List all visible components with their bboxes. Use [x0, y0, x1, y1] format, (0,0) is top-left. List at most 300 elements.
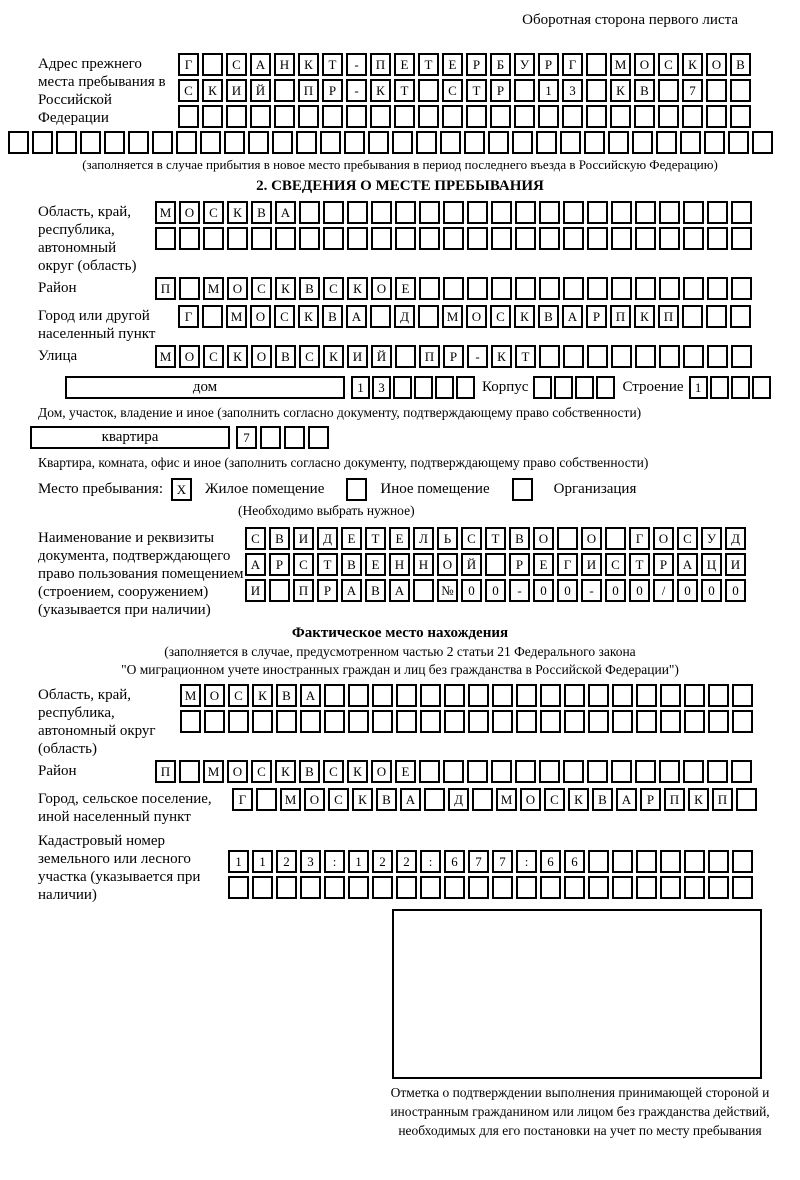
char-box — [684, 684, 705, 707]
cadastral-row-1 — [228, 850, 756, 873]
char-box — [442, 105, 463, 128]
previous-address-row-2 — [178, 79, 754, 102]
char-box: У — [701, 527, 722, 550]
char-box: О — [371, 760, 392, 783]
char-box — [468, 684, 489, 707]
char-box — [684, 876, 705, 899]
char-box — [560, 131, 581, 154]
char-box — [660, 850, 681, 873]
cadastral-block — [0, 830, 800, 904]
char-box — [472, 788, 493, 811]
char-box: 2 — [372, 850, 393, 873]
region-block — [0, 201, 800, 275]
char-box: Ь — [437, 527, 458, 550]
actual-district-block — [0, 760, 800, 786]
char-box: 0 — [605, 579, 626, 602]
char-box — [299, 201, 320, 224]
char-box — [440, 131, 461, 154]
char-box — [395, 201, 416, 224]
char-box — [456, 376, 475, 399]
char-box — [491, 201, 512, 224]
char-box — [420, 710, 441, 733]
char-box — [419, 760, 440, 783]
char-box — [370, 105, 391, 128]
char-box — [8, 131, 29, 154]
char-box — [564, 876, 585, 899]
char-box: Е — [395, 760, 416, 783]
char-box — [371, 227, 392, 250]
char-box: О — [179, 345, 200, 368]
char-box — [612, 684, 633, 707]
document-row-1 — [245, 527, 749, 550]
char-box: В — [299, 277, 320, 300]
char-box: X — [171, 478, 192, 501]
char-box: В — [592, 788, 613, 811]
char-box: О — [227, 277, 248, 300]
char-box — [419, 201, 440, 224]
stay-type-option-residential: Жилое помещение — [205, 481, 325, 497]
char-box — [540, 710, 561, 733]
char-box — [587, 227, 608, 250]
char-box — [370, 305, 391, 328]
char-box: П — [658, 305, 679, 328]
char-box: А — [275, 201, 296, 224]
char-box — [300, 876, 321, 899]
cadastral-label: Кадастровый номер земельного или лесного участка (указывается при наличии) — [38, 833, 201, 903]
char-box — [660, 710, 681, 733]
char-box — [682, 305, 703, 328]
char-box: 3 — [300, 850, 321, 873]
char-box: О — [706, 53, 727, 76]
char-box — [708, 710, 729, 733]
char-box — [605, 527, 626, 550]
char-box: Г — [557, 553, 578, 576]
char-box: М — [280, 788, 301, 811]
previous-address-row-3 — [178, 105, 754, 128]
house-label-box: дом — [65, 376, 345, 399]
char-box: П — [610, 305, 631, 328]
char-box — [322, 105, 343, 128]
char-box: С — [323, 277, 344, 300]
char-box — [656, 131, 677, 154]
char-box: 2 — [396, 850, 417, 873]
char-box: Т — [629, 553, 650, 576]
char-box — [296, 131, 317, 154]
char-box: О — [304, 788, 325, 811]
char-box — [538, 105, 559, 128]
char-box — [250, 105, 271, 128]
char-box: О — [204, 684, 225, 707]
page-side-note: Оборотная сторона первого листа — [522, 12, 738, 28]
char-box — [323, 201, 344, 224]
char-box — [420, 876, 441, 899]
document-label: Наименование и реквизиты документа, подтверждающего право пользования помещением (строением, сооружением) (указывается при наличии) — [38, 530, 244, 618]
char-box — [348, 876, 369, 899]
char-box — [730, 305, 751, 328]
char-box: В — [634, 79, 655, 102]
actual-region-rows — [180, 684, 756, 736]
previous-address-rows — [178, 53, 754, 131]
char-box — [202, 53, 223, 76]
char-box — [347, 201, 368, 224]
char-box: 1 — [228, 850, 249, 873]
char-box: К — [370, 79, 391, 102]
char-box: В — [275, 345, 296, 368]
char-box: 0 — [461, 579, 482, 602]
char-box: М — [610, 53, 631, 76]
char-box — [371, 201, 392, 224]
char-box: Е — [365, 553, 386, 576]
char-box: 0 — [701, 579, 722, 602]
char-box: С — [228, 684, 249, 707]
char-box — [636, 684, 657, 707]
house-note: Дом, участок, владение и иное (заполнить согласно документу, подтверждающему право собственности) — [38, 405, 642, 420]
char-box — [557, 527, 578, 550]
actual-region-row-1 — [180, 684, 756, 707]
char-box: 1 — [351, 376, 370, 399]
char-box — [586, 105, 607, 128]
char-box — [707, 760, 728, 783]
char-box: : — [516, 850, 537, 873]
char-box — [611, 760, 632, 783]
char-box — [658, 105, 679, 128]
apartment-note: Квартира, комната, офис и иное (заполнить согласно документу, подтверждающему право собственности) — [38, 455, 649, 470]
char-box — [683, 227, 704, 250]
char-box — [539, 277, 560, 300]
char-box — [202, 105, 223, 128]
char-box: Г — [629, 527, 650, 550]
char-box: 1 — [348, 850, 369, 873]
char-box: Н — [389, 553, 410, 576]
char-box — [464, 131, 485, 154]
char-box — [179, 760, 200, 783]
stay-type-checkbox-organization — [512, 478, 536, 501]
char-box: 0 — [557, 579, 578, 602]
char-box: О — [520, 788, 541, 811]
char-box: - — [467, 345, 488, 368]
char-box — [324, 710, 345, 733]
char-box — [707, 227, 728, 250]
char-box: 0 — [725, 579, 746, 602]
char-box: П — [298, 79, 319, 102]
char-box — [348, 710, 369, 733]
char-box — [636, 850, 657, 873]
street-block — [0, 345, 800, 371]
char-box — [179, 277, 200, 300]
char-box: Р — [322, 79, 343, 102]
char-box: № — [437, 579, 458, 602]
char-box: О — [533, 527, 554, 550]
char-box: М — [155, 201, 176, 224]
char-box: Г — [562, 53, 583, 76]
char-box — [635, 227, 656, 250]
char-box: 2 — [276, 850, 297, 873]
char-box: 7 — [468, 850, 489, 873]
char-box — [612, 850, 633, 873]
char-box: Н — [274, 53, 295, 76]
char-box: В — [509, 527, 530, 550]
char-box — [324, 684, 345, 707]
char-box: О — [371, 277, 392, 300]
char-box: М — [155, 345, 176, 368]
city-label: Город или другой населенный пункт — [38, 308, 156, 342]
char-box — [419, 227, 440, 250]
char-box — [444, 710, 465, 733]
char-box: А — [616, 788, 637, 811]
char-box — [587, 760, 608, 783]
char-box: В — [538, 305, 559, 328]
char-box — [563, 277, 584, 300]
char-box — [368, 131, 389, 154]
char-box — [706, 105, 727, 128]
char-box — [128, 131, 149, 154]
stay-type-checkbox-residential — [171, 478, 195, 501]
char-box: В — [365, 579, 386, 602]
char-box — [636, 710, 657, 733]
char-box — [731, 760, 752, 783]
char-box — [396, 684, 417, 707]
char-box — [320, 131, 341, 154]
char-box — [683, 277, 704, 300]
char-box: 0 — [677, 579, 698, 602]
char-box — [260, 426, 281, 449]
char-box: К — [352, 788, 373, 811]
char-box — [467, 201, 488, 224]
actual-location-title: Фактическое место нахождения — [291, 625, 509, 641]
char-box — [347, 227, 368, 250]
char-box: Р — [490, 79, 511, 102]
char-box — [414, 376, 433, 399]
char-box — [372, 710, 393, 733]
char-box: Т — [515, 345, 536, 368]
char-box — [204, 710, 225, 733]
char-box — [284, 426, 305, 449]
street-label: Улица — [38, 348, 78, 364]
char-box — [660, 876, 681, 899]
char-box: : — [324, 850, 345, 873]
char-box — [394, 105, 415, 128]
char-box — [588, 710, 609, 733]
char-box — [588, 684, 609, 707]
char-box — [732, 684, 753, 707]
char-box — [275, 227, 296, 250]
char-box — [680, 131, 701, 154]
char-box: Е — [389, 527, 410, 550]
street-row — [155, 345, 755, 368]
char-box — [228, 710, 249, 733]
char-box — [396, 710, 417, 733]
char-box: В — [341, 553, 362, 576]
char-box: В — [299, 760, 320, 783]
char-box: 1 — [252, 850, 273, 873]
char-box — [299, 227, 320, 250]
actual-city-row — [232, 788, 760, 811]
char-box: С — [274, 305, 295, 328]
char-box — [468, 876, 489, 899]
char-box: К — [634, 305, 655, 328]
char-box: И — [581, 553, 602, 576]
char-box — [533, 376, 552, 399]
char-box — [660, 684, 681, 707]
char-box — [274, 105, 295, 128]
char-box — [492, 710, 513, 733]
char-box — [418, 105, 439, 128]
char-box: О — [437, 553, 458, 576]
char-box — [514, 79, 535, 102]
char-box — [443, 227, 464, 250]
region-row-1 — [155, 201, 755, 224]
char-box: С — [178, 79, 199, 102]
char-box: - — [346, 53, 367, 76]
char-box: И — [347, 345, 368, 368]
char-box: У — [514, 53, 535, 76]
char-box: 6 — [444, 850, 465, 873]
char-box — [731, 345, 752, 368]
previous-address-note: (заполняется в случае прибытия в новое место пребывания в период последнего въезда в Российскую Федерацию) — [82, 157, 718, 172]
char-box — [444, 684, 465, 707]
char-box: К — [688, 788, 709, 811]
actual-region-row-2 — [180, 710, 756, 733]
char-box: 7 — [492, 850, 513, 873]
char-box: И — [725, 553, 746, 576]
char-box: П — [419, 345, 440, 368]
char-box: О — [466, 305, 487, 328]
char-box — [635, 345, 656, 368]
char-box — [512, 131, 533, 154]
char-box — [224, 131, 245, 154]
char-box — [683, 345, 704, 368]
char-box — [539, 201, 560, 224]
char-box — [252, 710, 273, 733]
stroenie-row — [689, 376, 773, 399]
char-box — [468, 710, 489, 733]
district-block — [0, 277, 800, 303]
char-box: П — [712, 788, 733, 811]
house-block — [0, 376, 800, 402]
char-box: 6 — [564, 850, 585, 873]
char-box: О — [250, 305, 271, 328]
char-box: В — [322, 305, 343, 328]
char-box: В — [376, 788, 397, 811]
char-box — [732, 850, 753, 873]
char-box: М — [203, 760, 224, 783]
stay-type-option-other: Иное помещение — [380, 481, 490, 497]
char-box: Д — [394, 305, 415, 328]
char-box: П — [664, 788, 685, 811]
char-box — [178, 105, 199, 128]
char-box — [708, 684, 729, 707]
char-box — [752, 376, 771, 399]
char-box — [731, 201, 752, 224]
char-box: К — [202, 79, 223, 102]
char-box — [539, 760, 560, 783]
char-box — [731, 227, 752, 250]
char-box: А — [341, 579, 362, 602]
char-box: И — [293, 527, 314, 550]
char-box — [272, 131, 293, 154]
char-box: 0 — [533, 579, 554, 602]
char-box — [372, 684, 393, 707]
char-box: С — [605, 553, 626, 576]
cadastral-rows — [228, 850, 756, 902]
char-box — [226, 105, 247, 128]
char-box — [634, 105, 655, 128]
char-box: Т — [466, 79, 487, 102]
char-box — [563, 760, 584, 783]
char-box — [562, 105, 583, 128]
char-box: О — [653, 527, 674, 550]
char-box — [308, 426, 329, 449]
char-box: С — [299, 345, 320, 368]
char-box — [684, 710, 705, 733]
char-box: К — [323, 345, 344, 368]
char-box — [348, 684, 369, 707]
char-box: Е — [341, 527, 362, 550]
char-box: О — [227, 760, 248, 783]
char-box: Р — [509, 553, 530, 576]
char-box: 1 — [689, 376, 708, 399]
char-box — [176, 131, 197, 154]
char-box — [731, 376, 750, 399]
char-box — [252, 876, 273, 899]
char-box — [683, 760, 704, 783]
char-box — [396, 876, 417, 899]
char-box: П — [155, 277, 176, 300]
char-box: Г — [178, 53, 199, 76]
char-box — [467, 227, 488, 250]
char-box — [611, 345, 632, 368]
char-box: В — [269, 527, 290, 550]
char-box — [611, 201, 632, 224]
char-box — [587, 201, 608, 224]
char-box — [659, 345, 680, 368]
char-box: П — [370, 53, 391, 76]
char-box — [706, 79, 727, 102]
char-box — [490, 105, 511, 128]
char-box: С — [226, 53, 247, 76]
char-box — [395, 345, 416, 368]
char-box: - — [346, 79, 367, 102]
char-box: П — [155, 760, 176, 783]
char-box: С — [203, 345, 224, 368]
char-box — [563, 201, 584, 224]
char-box — [492, 684, 513, 707]
char-box — [611, 227, 632, 250]
char-box — [704, 131, 725, 154]
char-box — [514, 105, 535, 128]
char-box: Р — [653, 553, 674, 576]
city-row — [178, 305, 754, 328]
char-box — [588, 876, 609, 899]
char-box — [708, 876, 729, 899]
char-box — [732, 876, 753, 899]
char-box — [300, 710, 321, 733]
char-box — [635, 277, 656, 300]
char-box: К — [491, 345, 512, 368]
char-box: В — [276, 684, 297, 707]
apartment-block — [0, 426, 800, 452]
char-box — [491, 277, 512, 300]
char-box: К — [514, 305, 535, 328]
char-box: К — [347, 277, 368, 300]
char-box — [731, 277, 752, 300]
char-box — [180, 710, 201, 733]
char-box: Д — [317, 527, 338, 550]
apartment-label-box: квартира — [30, 426, 230, 449]
house-number-row — [351, 376, 477, 399]
char-box — [586, 53, 607, 76]
previous-address-row-4 — [8, 131, 800, 154]
